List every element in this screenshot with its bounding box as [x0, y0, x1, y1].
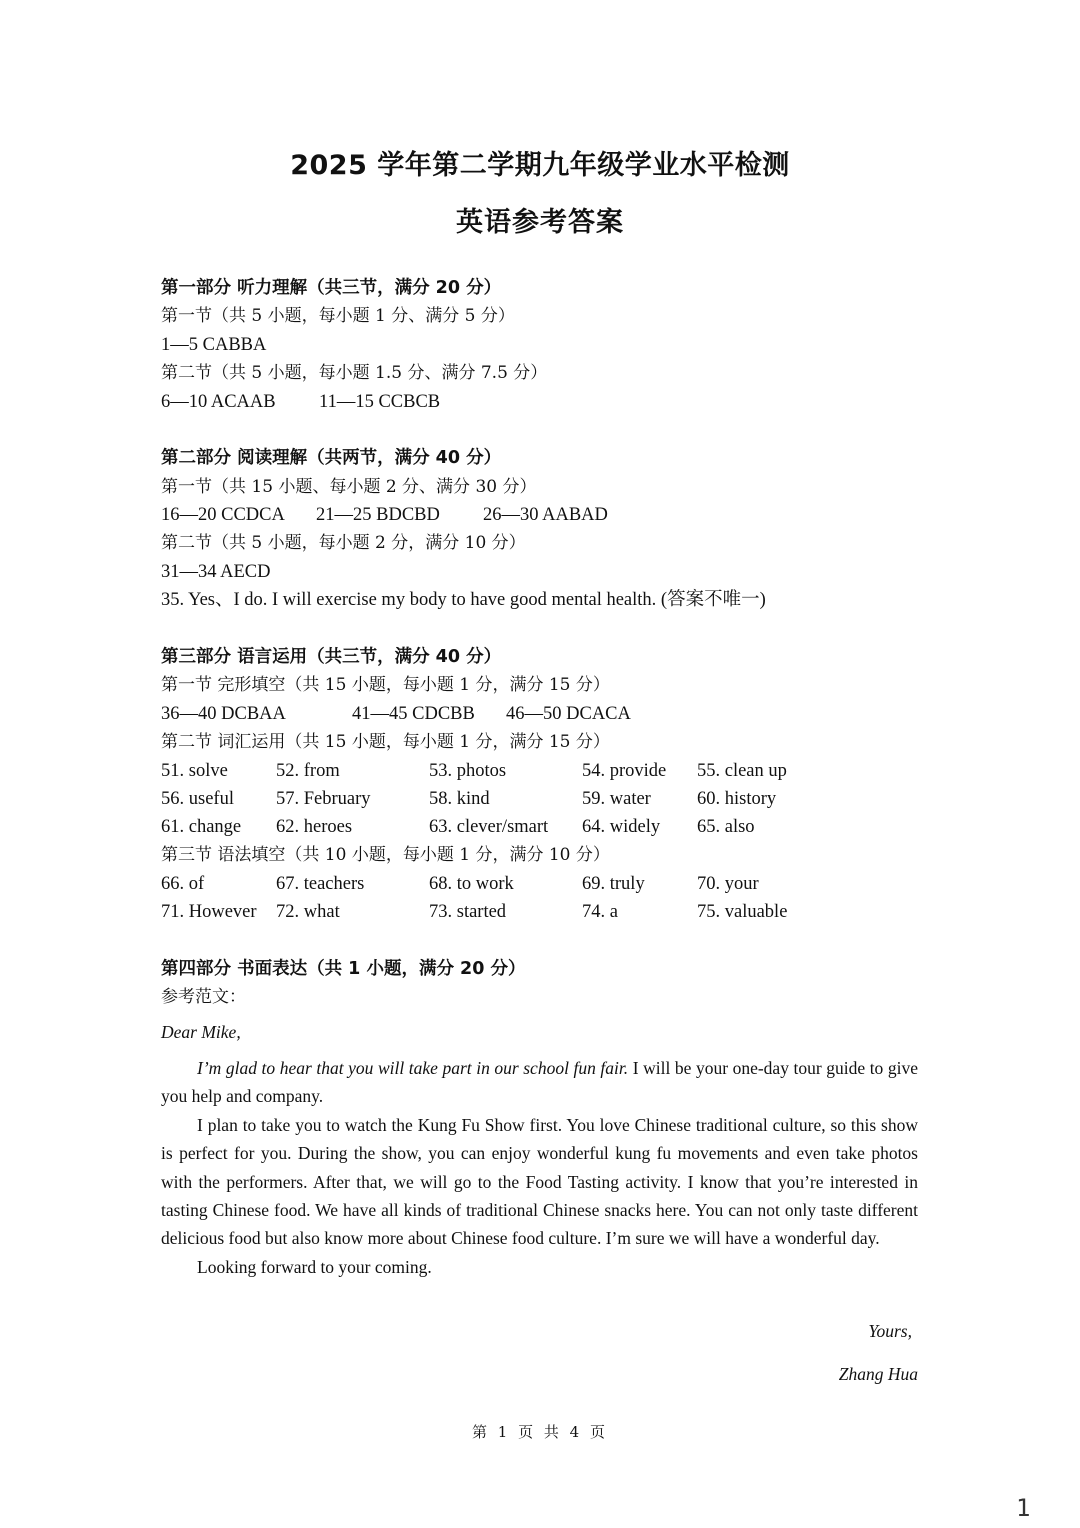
answer-cell: 52. from [276, 761, 340, 781]
answer-cell: 64. widely [582, 817, 661, 837]
part3-header: 第三部分 语言运用（共三节，满分 40 分） [161, 647, 502, 667]
part2-answers-1b: 21—25 BDCBD [316, 505, 440, 525]
answer-cell: 57. February [276, 789, 371, 809]
answer-cell: 51. solve [161, 761, 228, 781]
answer-cell: 62. heroes [276, 817, 353, 837]
page-number: 1 [1016, 1494, 1031, 1522]
part2-answers-1c: 26—30 AABAD [483, 505, 608, 525]
document-subtitle: 英语参考答案 [456, 207, 624, 238]
answer-cell: 74. a [582, 902, 618, 922]
document-title: 2025 学年第二学期九年级学业水平检测 [290, 150, 790, 181]
answer-cell: 69. truly [582, 874, 645, 894]
answer-cell: 71. However [161, 902, 257, 922]
sample-essay [161, 1054, 918, 1281]
part1-answers-1: 1—5 CABBA [161, 335, 267, 355]
part2-section2: 第二节（共 5 小题，每小题 2 分，满分 10 分） [161, 533, 526, 553]
answer-cell: 55. clean up [697, 761, 787, 781]
answer-cell: 66. of [161, 874, 205, 894]
answer-cell: 56. useful [161, 789, 234, 809]
part1-answers-2b: 11—15 CCBCB [319, 392, 441, 412]
answer-cell: 54. provide [582, 761, 667, 781]
part1-header: 第一部分 听力理解（共三节，满分 20 分） [161, 278, 502, 298]
part3-section1: 第一节 完形填空（共 15 小题，每小题 1 分，满分 15 分） [161, 675, 610, 695]
part2-answers-1a: 16—20 CCDCA [161, 505, 285, 525]
answer-cell: 58. kind [429, 789, 490, 809]
answer-cell: 73. started [429, 902, 507, 922]
answer-cell: 59. water [582, 789, 651, 809]
part3-answers-1c: 46—50 DCACA [506, 704, 631, 724]
part3-section3: 第三节 语法填空（共 10 小题，每小题 1 分，满分 10 分） [161, 845, 610, 865]
part3-answers-1b: 41—45 CDCBB [352, 704, 475, 724]
answer-cell: 60. history [697, 789, 777, 809]
part3-answers-1a: 36—40 DCBAA [161, 704, 286, 724]
part4-header: 第四部分 书面表达（共 1 小题，满分 20 分） [161, 959, 526, 979]
part1-section2: 第二节（共 5 小题，每小题 1.5 分、满分 7.5 分） [161, 363, 548, 383]
answer-cell: 67. teachers [276, 874, 365, 894]
part2-header: 第二部分 阅读理解（共两节，满分 40 分） [161, 448, 502, 468]
part2-answer-35: 35. Yes、I do. I will exercise my body to have good mental health. (答案不唯一) [161, 590, 766, 610]
answer-cell: 75. valuable [697, 902, 788, 922]
part1-answers-2a: 6—10 ACAAB [161, 392, 276, 412]
essay-paragraph-2: I plan to take you to watch the Kung Fu Show first. You love Chinese traditional culture, so this show is perfect for you. During the show, you can enjoy wonderful kung fu movements and even take photos with the performers. After that, we will go to the Food Tasting activity. I know that you’re interested in tasting Chinese food. We have all kinds of traditional Chinese snacks here. You can not only taste different delicious food but also know more about Chinese food culture. I’m sure we will have a wonderful day. [161, 1114, 918, 1249]
essay-opening-sentence: I’m glad to hear that you will take part in our school fun fair. [197, 1058, 629, 1078]
essay-paragraph-1 [161, 1054, 918, 1111]
part2-answers-2: 31—34 AECD [161, 562, 271, 582]
answer-cell: 72. what [276, 902, 340, 922]
answer-cell: 70. your [697, 874, 759, 894]
answer-cell: 65. also [697, 817, 755, 837]
answer-cell: 63. clever/smart [429, 817, 549, 837]
answer-cell: 53. photos [429, 761, 507, 781]
page-footer: 第 1 页 共 4 页 [472, 1423, 608, 1441]
part2-section1: 第一节（共 15 小题、每小题 2 分、满分 30 分） [161, 477, 537, 497]
answer-cell: 61. change [161, 817, 242, 837]
part1-section1: 第一节（共 5 小题，每小题 1 分、满分 5 分） [161, 306, 515, 326]
part3-section2: 第二节 词汇运用（共 15 小题，每小题 1 分，满分 15 分） [161, 732, 610, 752]
letter-greeting: Dear Mike, [161, 1022, 241, 1042]
essay-paragraph-1-rest: I will be your one-day tour guide to give you help and company. [161, 1058, 918, 1107]
letter-closing: Yours, [868, 1321, 912, 1341]
answer-cell: 68. to work [429, 874, 514, 894]
essay-paragraph-3: Looking forward to your coming. [197, 1256, 432, 1277]
letter-signature: Zhang Hua [838, 1364, 918, 1384]
sample-essay-label: 参考范文： [161, 987, 246, 1007]
